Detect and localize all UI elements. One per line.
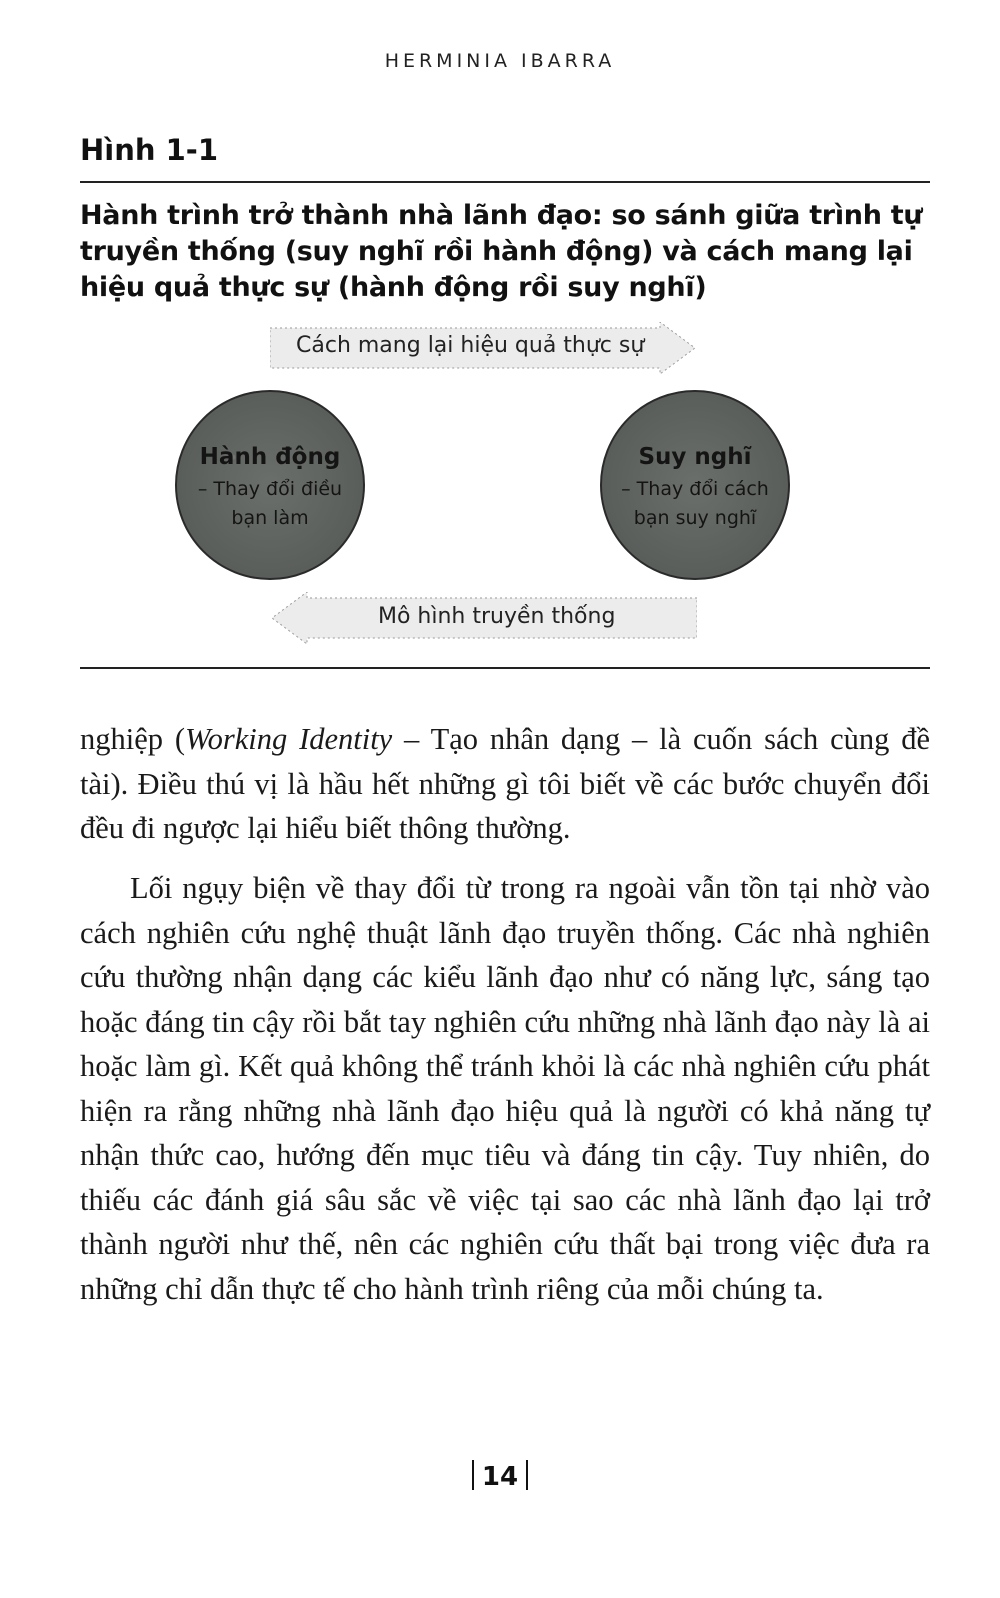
figure-top-rule bbox=[80, 181, 930, 183]
thinking-circle-title: Suy nghĩ bbox=[638, 444, 752, 470]
figure-label: Hình 1-1 bbox=[80, 133, 218, 167]
top-arrow-label: Cách mang lại hiệu quả thực sự bbox=[296, 333, 645, 358]
page-number bbox=[0, 1460, 1000, 1492]
page-number-bar-left bbox=[472, 1460, 474, 1490]
action-circle-line1: – Thay đổi điều bbox=[197, 478, 343, 500]
body-paragraph-1 bbox=[80, 717, 930, 851]
running-head: HERMINIA IBARRA bbox=[384, 50, 616, 72]
page-number-value: 14 bbox=[481, 1462, 519, 1492]
figure-caption: Hành trình trở thành nhà lãnh đạo: so sánh giữa trình tự truyền thống (suy nghĩ rồi hành động) và cách mang lại hiệu quả thực sự (hành động rồi suy nghĩ) bbox=[80, 200, 923, 303]
action-circle-line2: bạn làm bbox=[231, 507, 309, 529]
body-paragraph-2: Lối ngụy biện về thay đổi từ trong ra ngoài vẫn tồn tại nhờ vào cách nghiên cứu nghệ thuật lãnh đạo truyền thống. Các nhà nghiên cứu thường nhận dạng các kiểu lãnh đạo như có năng lực, sáng tạo hoặc đáng tin cậy rồi bắt tay nghiên cứu những nhà lãnh đạo này là ai hoặc làm gì. Kết quả không thể tránh khỏi là các nhà nghiên cứu phát hiện ra rằng những nhà lãnh đạo hiệu quả là người có khả năng tự nhận thức cao, hướng đến mục tiêu và đáng tin cậy. Tuy nhiên, do thiếu các đánh giá sâu sắc về việc tại sao các nhà lãnh đạo lại trở thành người như thế, nên các nghiên cứu thất bại trong việc đưa ra những chỉ dẫn thực tế cho hành trình riêng của mỗi chúng ta. bbox=[80, 871, 930, 1306]
action-circle-title: Hành động bbox=[199, 444, 341, 470]
thinking-circle-line1: – Thay đổi cách bbox=[621, 478, 769, 500]
page-number-bar-right bbox=[526, 1460, 528, 1490]
paragraph1-prefix: nghiệp ( bbox=[80, 722, 185, 756]
thinking-circle bbox=[600, 390, 790, 580]
paragraph1-rest: – Tạo nhân dạng – là cuốn sách cùng đề tài). Điều thú vị là hầu hết những gì tôi biết về các bước chuyển đổi đều đi ngược lại hiểu biết thông thường. bbox=[80, 722, 930, 845]
action-circle bbox=[175, 390, 365, 580]
book-title: Working Identity bbox=[185, 722, 393, 756]
figure-bottom-rule bbox=[80, 667, 930, 669]
bottom-arrow-label: Mô hình truyền thống bbox=[378, 604, 616, 629]
thinking-circle-line2: bạn suy nghĩ bbox=[633, 507, 757, 529]
